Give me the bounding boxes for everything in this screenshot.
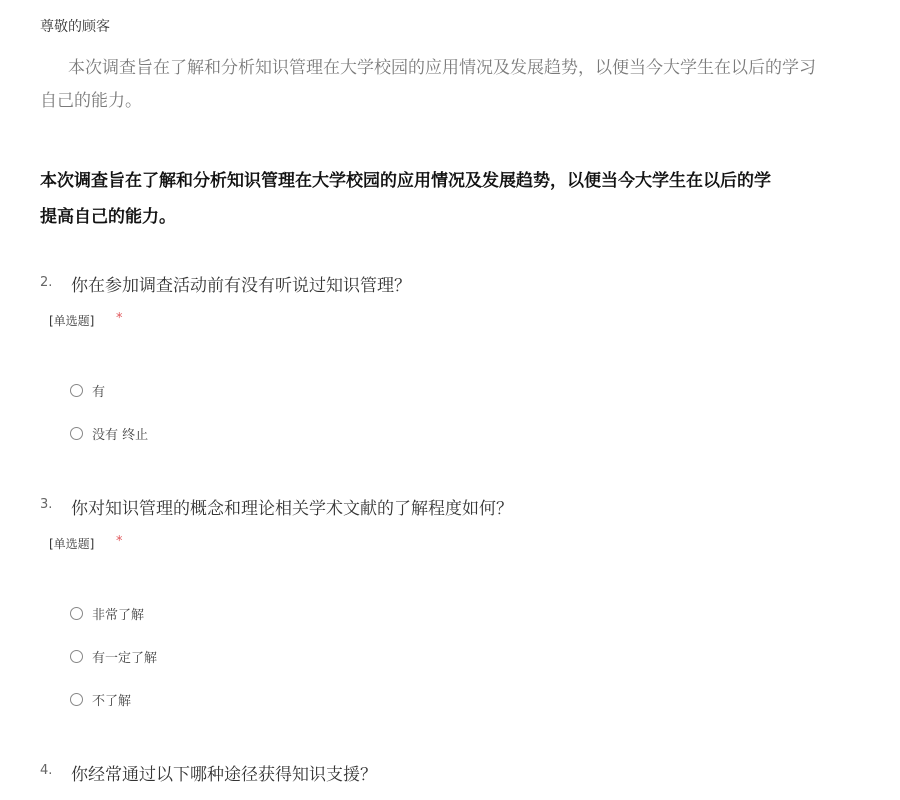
radio-circle-icon[interactable] <box>70 693 83 706</box>
option-radio-very-familiar[interactable] <box>70 604 144 623</box>
greeting-text: 尊敬的顾客 <box>40 19 110 35</box>
radio-circle-icon[interactable] <box>70 427 83 440</box>
required-asterisk: * <box>116 534 123 549</box>
survey-intro-line-1: 本次调查旨在了解和分析知识管理在大学校园的应用情况及发展趋势，以便当今大学生在以后的学习 <box>68 58 816 78</box>
option-radio-somewhat-familiar[interactable] <box>70 647 157 666</box>
radio-circle-icon[interactable] <box>70 384 83 397</box>
survey-intro-bold-line-2: 提高自己的能力。 <box>40 207 176 227</box>
option-label: 非常了解 <box>92 608 145 623</box>
question-title: 你在参加调查活动前有没有听说过知识管理？ <box>71 276 411 296</box>
option-radio-not-familiar[interactable] <box>70 690 131 709</box>
survey-intro-bold <box>40 163 900 235</box>
option-radio-yes[interactable] <box>70 381 105 400</box>
option-label: 有一定了解 <box>92 651 158 666</box>
option-label: 不了解 <box>92 694 132 709</box>
radio-circle-icon[interactable] <box>70 650 83 663</box>
question-number: 2. <box>40 275 53 290</box>
question-title: 你对知识管理的概念和理论相关学术文献的了解程度如何？ <box>71 499 513 519</box>
survey-intro <box>40 52 900 118</box>
option-label: 有 <box>92 385 106 400</box>
survey-intro-line-2: 自己的能力。 <box>40 91 142 111</box>
survey-intro-bold-line-1: 本次调查旨在了解和分析知识管理在大学校园的应用情况及发展趋势，以便当今大学生在以后的学 <box>40 171 771 191</box>
question-type-label: [单选题] <box>49 537 95 551</box>
question-number: 4. <box>40 763 53 778</box>
required-asterisk: * <box>116 311 123 326</box>
question-number: 3. <box>40 497 53 512</box>
radio-circle-icon[interactable] <box>70 607 83 620</box>
question-title: 你经常通过以下哪种途径获得知识支援？ <box>71 765 377 785</box>
option-label: 没有 终止 <box>92 428 149 443</box>
option-radio-no[interactable] <box>70 424 148 443</box>
question-type-label: [单选题] <box>49 314 95 328</box>
